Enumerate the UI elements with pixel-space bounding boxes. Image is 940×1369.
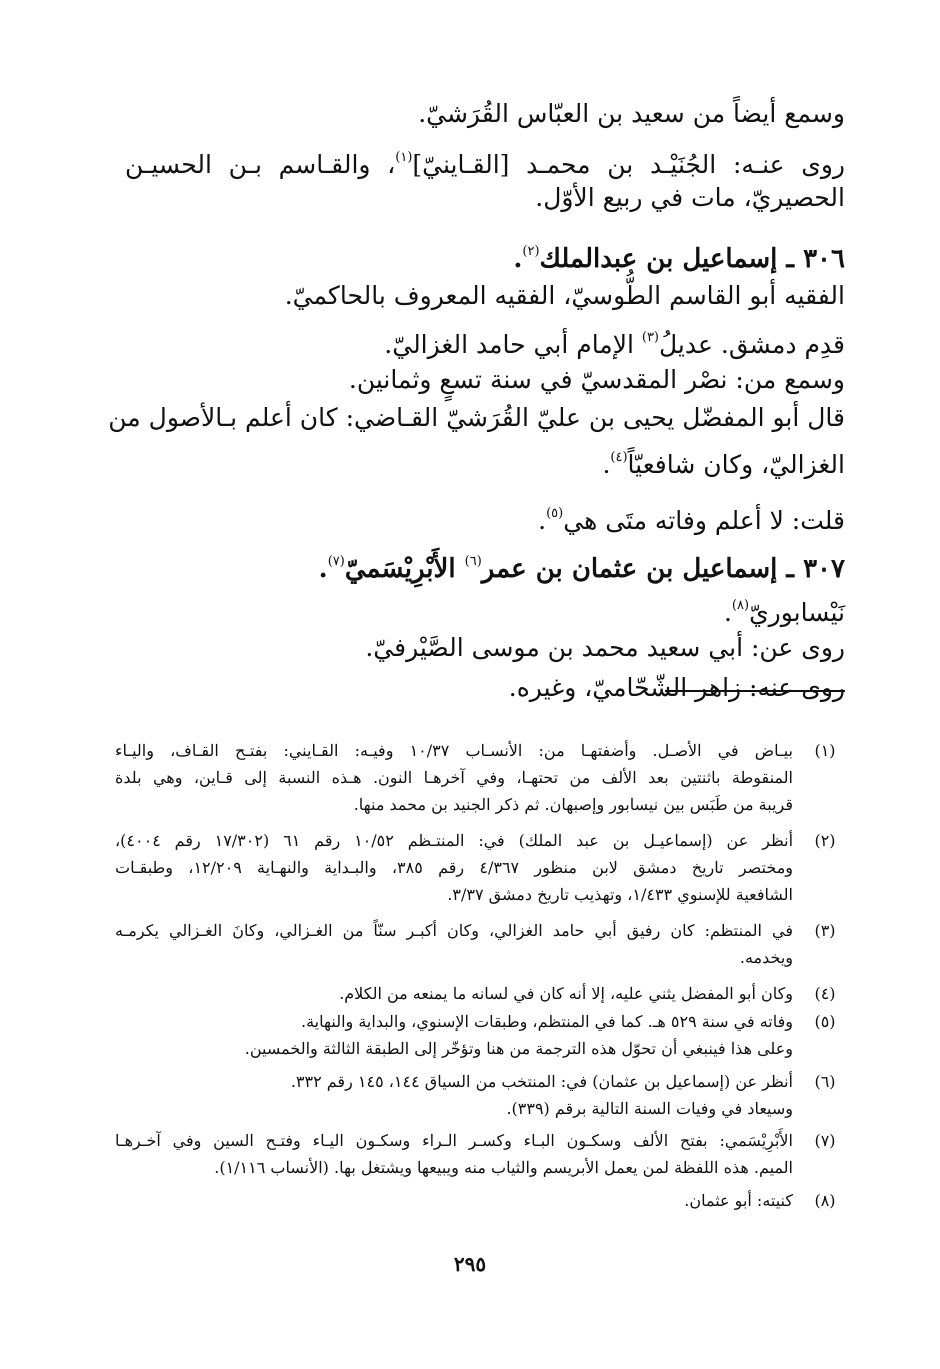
text-line-7: وسمع من: نصْر المقدسيّ في سنة تسعٍ وثمانين. [348,365,845,394]
footnote-number: (٧) [814,1131,836,1150]
entry-306-title: ٣٠٦ ـ إسماعيل بن عبدالملك [539,244,845,274]
footnote-1 [115,737,845,818]
text-segment: . [538,506,547,535]
footnote-ref-3[interactable]: (٣) [641,330,659,345]
footnote-2 [115,827,845,908]
text-segment: قلت: لا أعلم وفاته متَى هي [563,506,845,535]
footnote-6 [115,1068,845,1122]
text-line-12 [724,588,845,631]
footnote-ref-7[interactable]: (٧) [327,554,345,569]
footnote-8 [115,1187,845,1214]
text-line-1: وسمع أيضاً من سعيد بن العبّاس القُرَشيّ. [418,99,845,128]
footnote-number: (١) [814,741,836,760]
footnote-line: وسيعاد في وفيات السنة التالية برقم (٣٣٩). [506,1099,793,1118]
footnote-line: الأَبْرِيْسَمي: بفتح الألف وسكـون البـاء وكسـر الـراء وسكـون اليـاء وفتـح السين وفي آخـرهـا [115,1131,793,1150]
entry-306-heading [513,234,845,277]
entry-307-title: ٣٠٧ ـ إسماعيل بن عثمان بن عمر [481,554,845,584]
text-line-9 [602,440,845,483]
entry-307-heading [319,544,845,587]
page-number: ٢٩٥ [453,1252,487,1276]
text-line-6 [384,320,845,363]
footnote-ref-2[interactable]: (٢) [522,244,540,259]
footnote-ref-8[interactable]: (٨) [731,598,750,613]
footnote-line: الشافعية للإسنوي ١/٤٣٣، وتهذيب تاريخ دمشق ٣/٣٧. [447,885,793,904]
footnote-line: كنيته: أبو عثمان. [684,1191,793,1210]
footnote-ref-6[interactable]: (٦) [464,554,482,569]
text-segment: . [723,598,732,627]
footnote-line: وفاته في سنة ٥٢٩ هـ. كما في المنتظم، وطبقات الإسنوي، والبداية والنهاية. [301,1012,793,1031]
footnote-line: ومختصر تاريخ دمشق لابن منظور ٤/٣٦٧ رقم ٣٨٥، والبـداية والنهـاية ١٢/٢٠٩، وطبقـات [115,858,793,877]
footnote-separator [665,690,845,692]
footnote-7 [115,1127,845,1181]
footnote-line: بيـاض في الأصـل. وأضفتهـا من: الأنسـاب ١٠/٣٧ وفيـه: القـايني: بفتـح القـاف، واليـاء [115,741,793,760]
text-segment: نَيْسابوريّ [749,598,845,627]
footnote-line: المنقوطة باثنتين بعد الألف من تحتهـا، وفي آخرهـا النون. هـذه النسبة إلى قـاين، وهي بلدة [115,768,793,787]
footnote-ref-5[interactable]: (٥) [546,506,564,521]
footnote-ref-1[interactable]: (١) [395,150,413,165]
footnote-line: أنظر عن (إسماعيـل بن عبد الملك) في: المنتـظم ١٠/٥٢ رقم ٦١ (١٧/٣٠٢ رقم ٤٠٠٤)، [115,831,794,850]
footnote-line: الميم. هذه اللفظة لمن يعمل الأبريسم والثياب منه ويبيعها ويشتغل بها. (الأنساب ١/١١٦). [214,1158,793,1177]
text-line-14: روى عنه: زاهر الشّحّاميّ، وغيره. [508,673,845,702]
footnote-4 [115,980,845,1007]
text-segment: . [602,450,611,479]
text-line-13: روى عن: أبي سعيد محمد بن موسى الصَّيْرفيّ. [365,633,845,662]
footnote-number: (٣) [814,921,836,940]
footnote-5 [115,1008,845,1062]
text-line-8: قال أبو المفضّل يحيى بن عليّ القُرَشيّ القـاضي: كان أعلم بـالأصول من [108,403,845,432]
text-segment: روى عنـه: الجُنَيْـد بن محمـد [القـاينيّ] [412,150,845,179]
text-line-10 [538,496,845,539]
footnote-3 [115,917,845,971]
text-line-3: الحصيريّ، مات في ربيع الأوّل. [535,183,845,212]
footnote-number: (٥) [814,1012,836,1031]
footnote-line: قريبة من طَبَس بين نيسابور وإصبهان. ثم ذكر الجنيد بن محمد منها. [353,795,793,814]
text-segment: الإمام أبي حامد الغزاليّ. [384,330,642,359]
footnote-ref-4[interactable]: (٤) [610,450,628,465]
entry-307-nisba: الأَبْرِيْسَميّ [344,554,465,584]
footnote-line: وعلى هذا فينبغي أن تحوّل هذه الترجمة من هنا وتؤخّر إلى الطبقة الثالثة والخمسين. [244,1039,793,1058]
text-segment: الغزاليّ، وكان شافعيّاً [627,450,845,479]
footnote-line: في المنتظم: كان رفيق أبي حامد الغزالي، وكان أكبـر سنّاً من الغـزالي، وكانَ الغـزالي يكرمـه [115,921,793,940]
text-segment: ، والقـاسم بـن الحسيـن [125,150,396,179]
footnote-number: (٤) [814,984,836,1003]
footnote-line: أنظر عن (إسماعيل بن عثمان) في: المنتخب من السياق ١٤٤، ١٤٥ رقم ٣٣٢. [290,1072,793,1091]
text-segment: قدِم دمشق. عديلُ [659,330,845,359]
text-line-5: الفقيه أبو القاسم الطُّوسيّ، الفقيه المعروف بالحاكميّ. [284,281,845,310]
text-segment: . [318,554,328,584]
footnote-line: ويخدمه. [739,948,793,967]
text-segment: . [513,244,523,274]
footnote-number: (٦) [814,1072,836,1091]
footnote-number: (٨) [814,1191,836,1210]
footnote-number: (٢) [814,831,836,850]
footnote-line: وكان أبو المفضل يثني عليه، إلا أنه كان في لسانه ما يمنعه من الكلام. [339,984,793,1003]
text-line-2 [125,140,845,183]
